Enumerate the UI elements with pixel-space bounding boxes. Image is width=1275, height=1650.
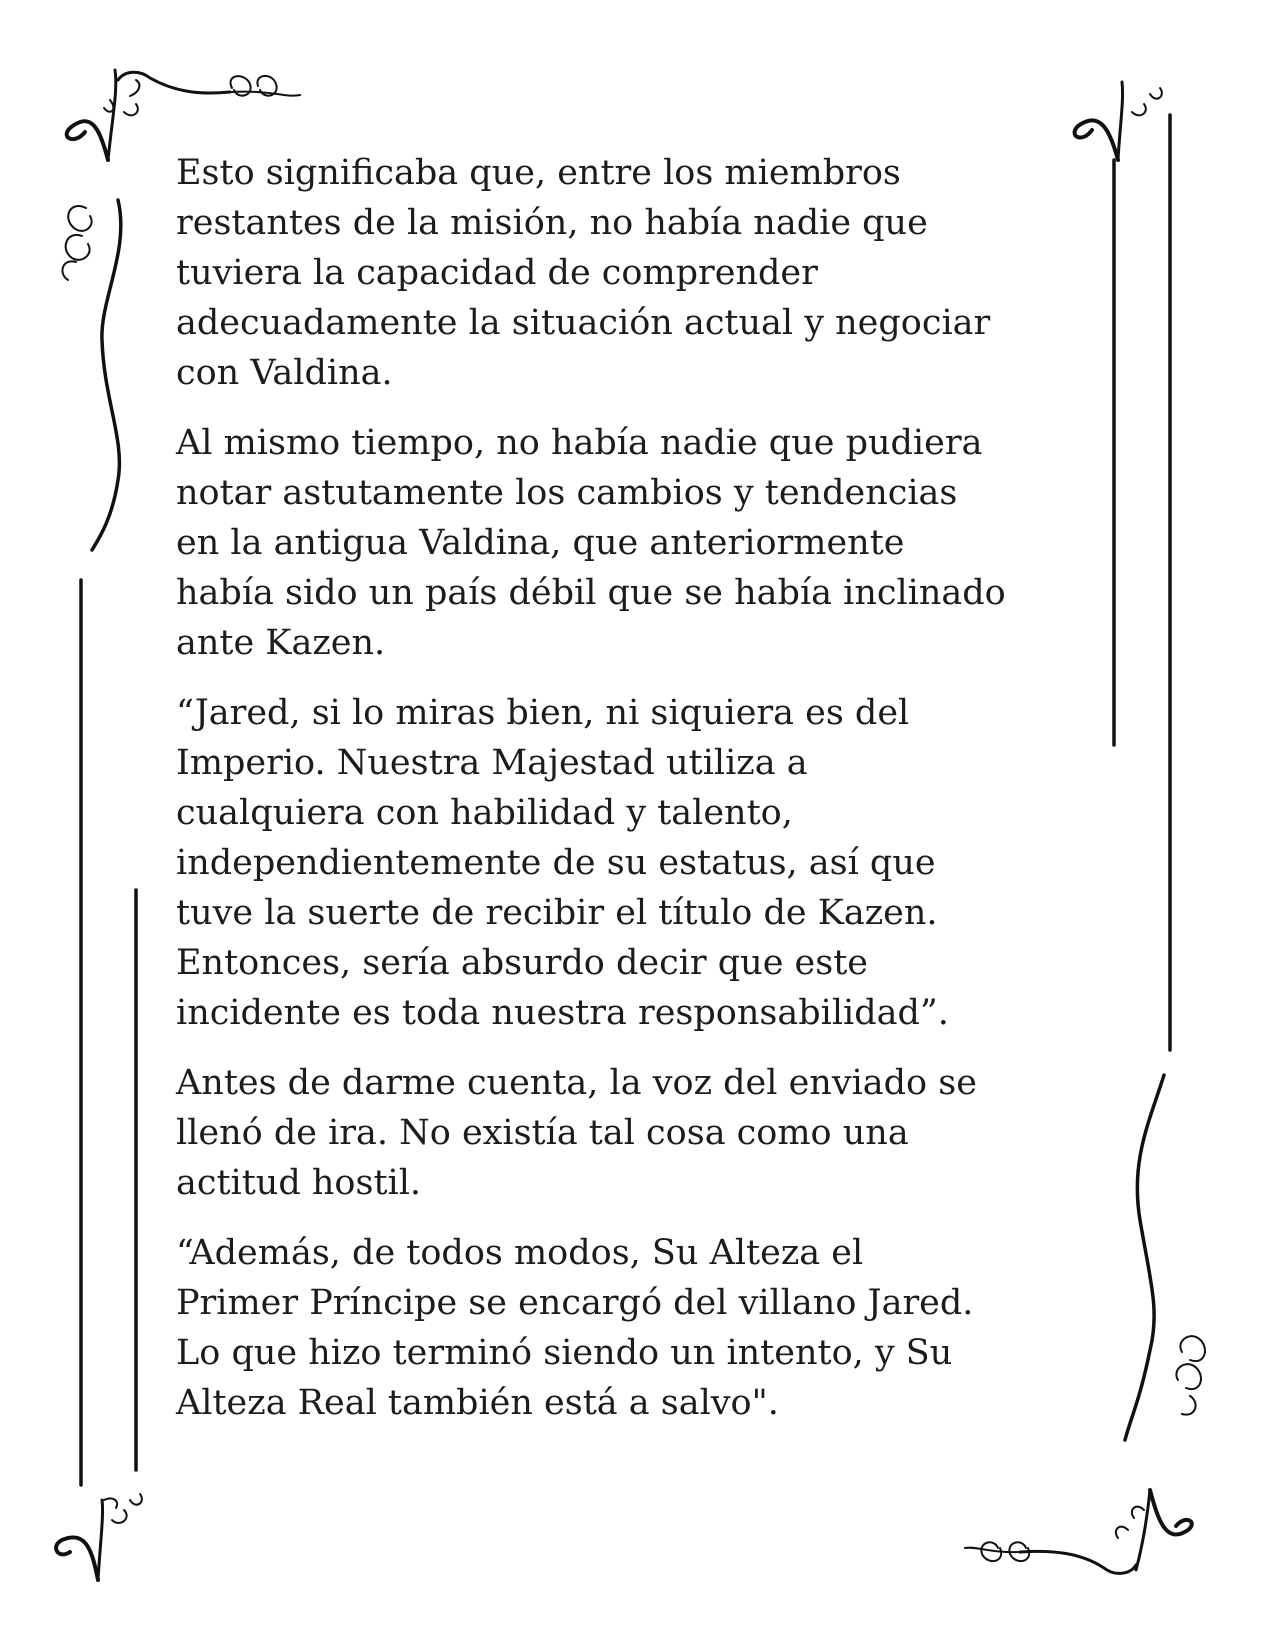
paragraph-1: Esto significaba que, entre los miembros restantes de la misión, no había nadie que tuviera la capacidad de comprender adecuadamente la situación actual y negociar con Valdina. <box>176 153 991 393</box>
flourish-bottom-left <box>56 1494 142 1580</box>
paragraph-4: Antes de darme cuenta, la voz del enviado se llenó de ira. No existía tal cosa como una actitud hostil. <box>176 1063 977 1203</box>
page-text <box>176 148 1076 1448</box>
paragraph-5: “Además, de todos modos, Su Alteza el Primer Príncipe se encargó del villano Jared. Lo que hizo terminó siendo un intento, y Su Alteza Real también está a salvo". <box>176 1233 974 1423</box>
flourish-bottom-right <box>965 1490 1192 1573</box>
paragraph-3: “Jared, si lo miras bien, ni siquiera es del Imperio. Nuestra Majestad utiliza a cualquiera con habilidad y talento, independientemente de su estatus, así que tuve la suerte de recibir el título de Kazen. Entonces, sería absurdo decir que este incidente es toda nuestra responsabilidad”. <box>176 693 949 1033</box>
swirl-right-lower <box>1125 1075 1205 1440</box>
paragraph-2: Al mismo tiempo, no había nadie que pudiera notar astutamente los cambios y tendencias en la antigua Valdina, que anteriormente había sido un país débil que se había inclinado ante Kazen. <box>176 423 1006 663</box>
flourish-top-right <box>1075 82 1162 160</box>
swirl-left-upper <box>62 200 120 550</box>
flourish-top-left <box>67 70 300 160</box>
